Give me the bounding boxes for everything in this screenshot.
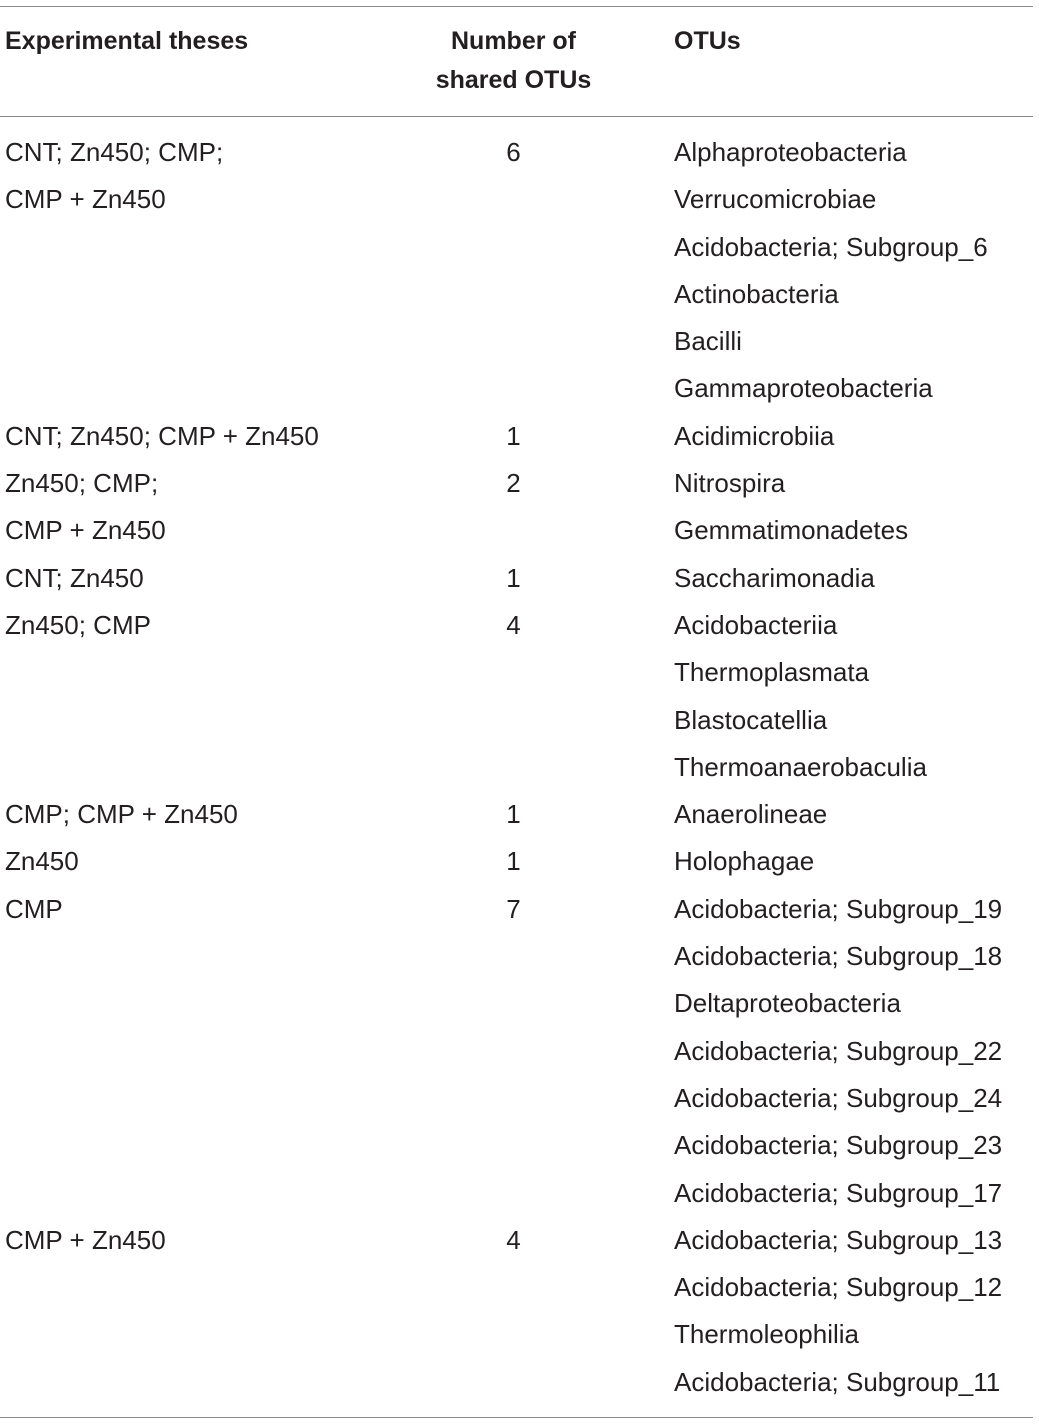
- table-row: [0, 886, 1039, 1217]
- shared-count-value: 2: [506, 468, 521, 499]
- table-row: [0, 460, 1039, 555]
- cell-shared-otu-count: [400, 129, 627, 176]
- shared-count-value: 7: [506, 893, 521, 924]
- otu-name: Acidobacteriia: [674, 609, 838, 640]
- cell-otus: [674, 129, 1039, 413]
- header-experimental-theses: Experimental theses: [5, 27, 249, 55]
- cell-shared-otu-count: [400, 602, 627, 649]
- otu-name: Holophagae: [674, 846, 815, 877]
- table-row: [0, 791, 1039, 838]
- theses-line: CMP + Zn450: [5, 1224, 166, 1255]
- shared-count-value: 6: [506, 137, 521, 167]
- cell-otus: [674, 1217, 1039, 1406]
- header-otus: OTUs: [674, 27, 741, 55]
- shared-count-value: 1: [506, 799, 521, 830]
- otu-name: Thermoanaerobaculia: [674, 751, 927, 782]
- cell-shared-otu-count: [400, 886, 627, 933]
- otu-name: Acidobacteria; Subgroup_12: [674, 1272, 1003, 1303]
- otu-name: Blastocatellia: [674, 704, 828, 735]
- otu-name: Gammaproteobacteria: [674, 373, 933, 404]
- otu-name: Thermoleophilia: [674, 1319, 859, 1350]
- shared-count-value: 1: [506, 562, 521, 593]
- otu-name: Gemmatimonadetes: [674, 515, 909, 546]
- theses-line: Zn450; CMP: [5, 609, 151, 640]
- otu-name: Thermoplasmata: [674, 657, 870, 688]
- otu-name: Acidobacteria; Subgroup_24: [674, 1082, 1003, 1113]
- otu-name: Acidobacteria; Subgroup_18: [674, 941, 1003, 972]
- cell-otus: [674, 602, 1039, 791]
- table-header-rule: [0, 116, 1033, 117]
- table-row: [0, 129, 1039, 413]
- cell-experimental-theses: [5, 555, 144, 602]
- cell-shared-otu-count: [400, 1217, 627, 1264]
- cell-otus: [674, 791, 1039, 838]
- cell-experimental-theses: [5, 791, 238, 838]
- cell-shared-otu-count: [400, 555, 627, 602]
- table-row: [0, 1217, 1039, 1406]
- cell-experimental-theses: [5, 129, 223, 224]
- cell-experimental-theses: [5, 460, 166, 555]
- header-number-shared-otus: Number of shared OTUs: [435, 27, 592, 94]
- otu-name: Deltaproteobacteria: [674, 988, 901, 1019]
- cell-shared-otu-count: [400, 460, 627, 507]
- shared-count-value: 4: [506, 609, 521, 640]
- theses-line: CNT; Zn450: [5, 562, 144, 593]
- table-top-rule: [0, 6, 1033, 7]
- otu-name: Bacilli: [674, 326, 742, 357]
- theses-line: CMP: [5, 893, 63, 924]
- otu-name: Alphaproteobacteria: [674, 137, 907, 167]
- cell-experimental-theses: [5, 886, 63, 933]
- theses-line: CMP + Zn450: [5, 184, 166, 215]
- otu-name: Acidobacteria; Subgroup_19: [674, 893, 1003, 924]
- otu-name: Acidobacteria; Subgroup_13: [674, 1224, 1003, 1255]
- shared-count-value: 1: [506, 420, 521, 451]
- table-header: [0, 22, 1039, 112]
- cell-shared-otu-count: [400, 791, 627, 838]
- cell-otus: [674, 886, 1039, 1217]
- otu-name: Acidobacteria; Subgroup_11: [674, 1366, 1001, 1397]
- theses-line: CNT; Zn450; CMP;: [5, 137, 224, 167]
- theses-line: CMP + Zn450: [5, 515, 166, 546]
- cell-shared-otu-count: [400, 413, 627, 460]
- otu-name: Verrucomicrobiae: [674, 184, 877, 215]
- table-row: [0, 602, 1039, 791]
- shared-count-value: 4: [506, 1224, 521, 1255]
- otu-name: Actinobacteria: [674, 278, 839, 309]
- cell-experimental-theses: [5, 602, 151, 649]
- otu-name: Saccharimonadia: [674, 562, 875, 593]
- cell-experimental-theses: [5, 838, 79, 885]
- cell-experimental-theses: [5, 1217, 166, 1264]
- otu-name: Acidobacteria; Subgroup_22: [674, 1035, 1003, 1066]
- table-row: [0, 413, 1039, 460]
- otu-name: Acidobacteria; Subgroup_17: [674, 1177, 1003, 1208]
- cell-experimental-theses: [5, 413, 319, 460]
- cell-otus: [674, 838, 1039, 885]
- cell-otus: [674, 413, 1039, 460]
- otu-name: Acidobacteria; Subgroup_6: [674, 231, 988, 262]
- theses-line: Zn450: [5, 846, 79, 877]
- theses-line: CNT; Zn450; CMP + Zn450: [5, 420, 319, 451]
- otu-name: Acidobacteria; Subgroup_23: [674, 1130, 1003, 1161]
- otu-name: Acidimicrobiia: [674, 420, 835, 451]
- otu-name: Anaerolineae: [674, 799, 828, 830]
- theses-line: CMP; CMP + Zn450: [5, 799, 238, 830]
- table-row: [0, 555, 1039, 602]
- cell-otus: [674, 460, 1039, 555]
- shared-count-value: 1: [506, 846, 521, 877]
- table-bottom-rule: [0, 1417, 1033, 1418]
- cell-otus: [674, 555, 1039, 602]
- table-body: [0, 129, 1039, 1406]
- theses-line: Zn450; CMP;: [5, 468, 159, 499]
- table-row: [0, 838, 1039, 885]
- cell-shared-otu-count: [400, 838, 627, 885]
- otu-name: Nitrospira: [674, 468, 786, 499]
